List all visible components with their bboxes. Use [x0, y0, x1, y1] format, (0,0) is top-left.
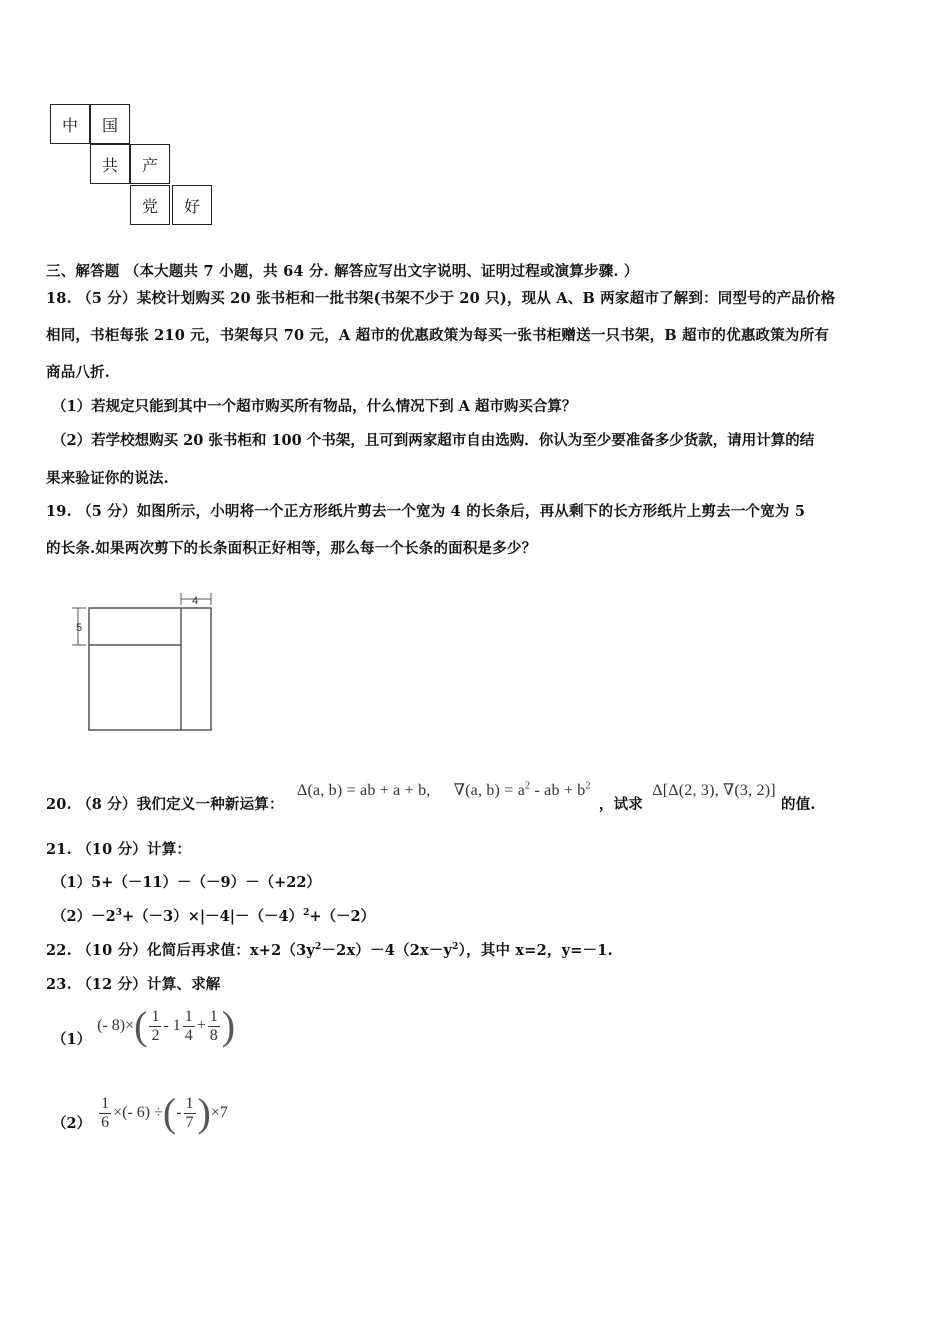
left-paren: ( [162, 1090, 177, 1135]
grid-cell: 党 [130, 185, 170, 225]
exponent: 2 [525, 780, 531, 792]
fraction [184, 1095, 196, 1132]
q23-part1-label: （1） [52, 1030, 92, 1048]
grid-cell: 好 [172, 185, 212, 225]
exponent: 2 [452, 942, 459, 953]
q22-c: ），其中 x=2，y=－1. [458, 942, 613, 959]
exponent: 2 [315, 942, 322, 953]
q23-part1 [52, 1003, 236, 1056]
q21-part2-b: +（－3）×|－4|－（－4） [121, 908, 304, 925]
q23-part2-expr [97, 1090, 228, 1135]
q23-part1-expr [97, 1003, 236, 1048]
fraction [99, 1095, 111, 1132]
q18-line1: 18. （5 分）某校计划购买 20 张书柜和一批书架(书架不少于 20 只)，现从 A、B 两家超市了解到：同型号的产品价格 [46, 290, 836, 307]
fraction [183, 1008, 195, 1045]
q23-p2-mid: ×(- 6) ÷ [113, 1104, 163, 1121]
q18-line2: 相同，书柜每张 210 元，书架每只 70 元，A 超市的优惠政策为每买一张书柜赠送一只书架，B 超市的优惠政策为所有 [46, 327, 830, 344]
q18-part2-line2: 果来验证你的说法. [46, 470, 169, 487]
q20-line [46, 780, 816, 814]
q20-formula2-mid: - ab + b [530, 782, 586, 799]
grid-cell: 产 [130, 144, 170, 184]
q23-p1-lead: (- 8)× [97, 1017, 135, 1034]
q23-part2-label: （2） [52, 1114, 92, 1132]
q19-line2: 的长条.如果两次剪下的长条面积正好相等，那么每一个长条的面积是多少？ [46, 540, 537, 557]
q23-part2 [52, 1090, 228, 1140]
numerator: 1 [185, 1094, 194, 1112]
right-paren: ) [197, 1090, 211, 1135]
dim-label-left: 5 [76, 622, 83, 634]
fraction [149, 1008, 161, 1045]
q18-part2-line1: （2）若学校想购买 20 张书柜和 100 个书架，且可到两家超市自由选购．你认为至少要准备多少货款，请用计算的结 [52, 432, 815, 449]
left-paren: ( [134, 1003, 148, 1048]
q20-suffix: 的值. [781, 796, 816, 813]
q21-title: 21. （10 分）计算： [46, 841, 192, 858]
denominator: 4 [184, 1026, 193, 1044]
q20-formula3: Δ[Δ(2, 3), ∇(3, 2)] [652, 782, 776, 799]
numerator: 1 [184, 1007, 193, 1025]
numerator: 1 [209, 1007, 218, 1025]
q21-part2 [52, 905, 375, 926]
dim-label-top: 4 [192, 595, 199, 607]
grid-cell: 中 [50, 104, 90, 144]
q20-prefix: 20. （8 分）我们定义一种新运算： [46, 796, 284, 813]
exponent: 2 [585, 780, 591, 792]
right-paren: ) [221, 1003, 236, 1048]
section-heading: 三、解答题 （本大题共 7 小题，共 64 分. 解答应写出文字说明、证明过程或演算步骤. ） [46, 263, 639, 280]
q22-a: 22. （10 分）化简后再求值：x+2（3y [46, 942, 315, 959]
q21-part1: （1）5+（－11）－（－9）－（+22） [52, 874, 321, 891]
q18-line3: 商品八折. [46, 364, 111, 381]
numerator: 1 [101, 1094, 110, 1112]
q22-line [46, 939, 613, 960]
denominator: 8 [209, 1026, 218, 1044]
q19-line1: 19. （5 分）如图所示，小明将一个正方形纸片剪去一个宽为 4 的长条后，再从剩下的长方形纸片上剪去一个宽为 5 [46, 503, 806, 520]
grid-cell: 共 [90, 144, 130, 184]
fraction [208, 1008, 220, 1045]
q18-part1: （1）若规定只能到其中一个超市购买所有物品，什么情况下到 A 超市购买合算？ [52, 398, 577, 415]
q19-figure [60, 585, 260, 755]
exponent: 3 [115, 908, 122, 919]
q20-formula2-base: ∇(a, b) = a [453, 782, 526, 799]
q23-p1-minus: - 1 [163, 1017, 181, 1034]
denominator: 7 [185, 1113, 194, 1131]
numerator: 1 [151, 1007, 160, 1025]
q23-p2-tail: ×7 [210, 1104, 228, 1121]
exponent: 2 [303, 908, 310, 919]
denominator: 6 [101, 1113, 110, 1131]
q21-part2-c: +（－2） [309, 908, 376, 925]
q21-part2-a: （2）－2 [52, 908, 116, 925]
q20-formula1: Δ(a, b) = ab + a + b, [296, 782, 431, 799]
q23-title: 23. （12 分）计算、求解 [46, 976, 221, 993]
q22-b: －2x）－4（2x－y [321, 942, 453, 959]
grid-cell: 国 [90, 104, 130, 144]
q20-comma: ，试求 [598, 796, 643, 813]
q23-p1-plus: + [196, 1017, 206, 1034]
q20-formula2 [454, 782, 595, 799]
denominator: 2 [151, 1026, 160, 1044]
q23-p2-neg: - [176, 1104, 182, 1121]
square-outline [89, 608, 211, 730]
